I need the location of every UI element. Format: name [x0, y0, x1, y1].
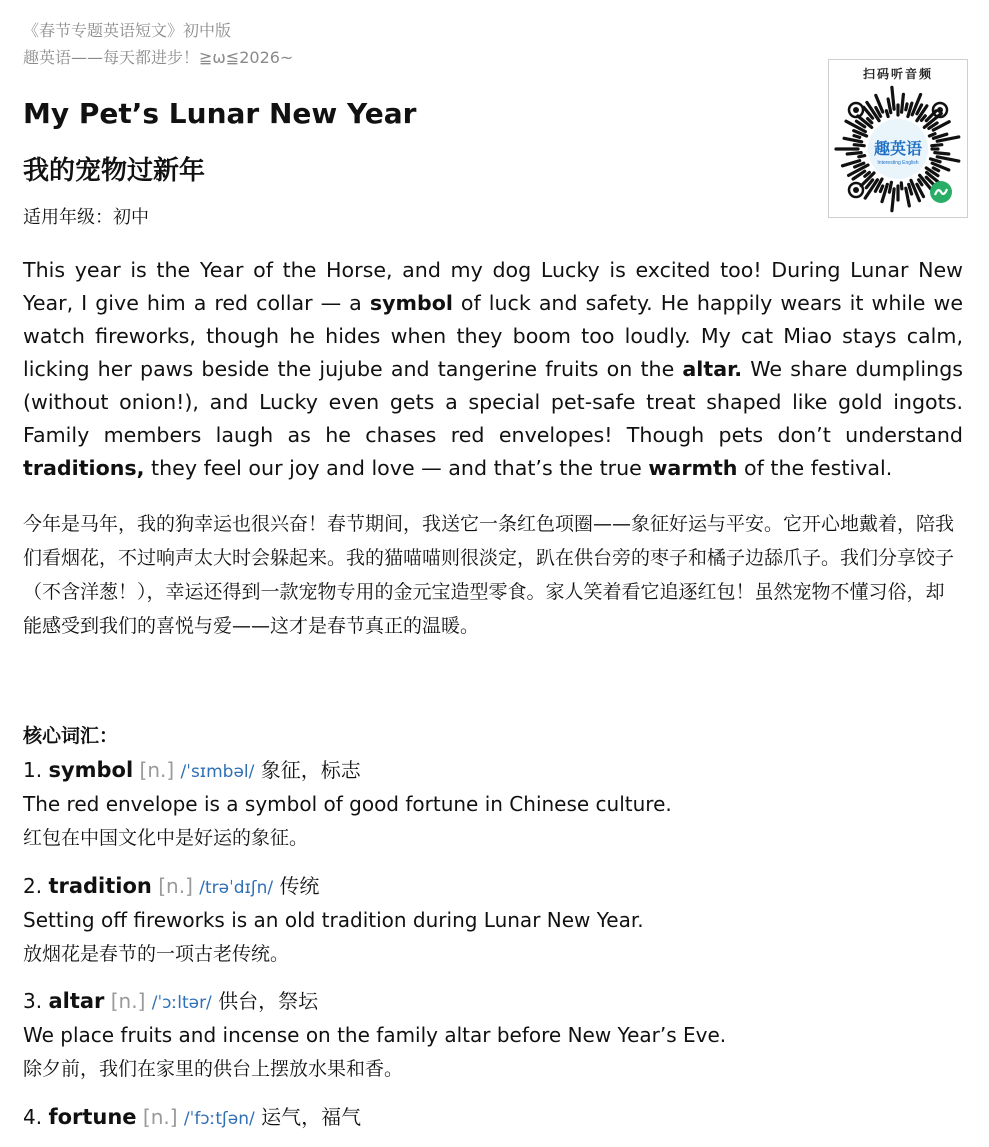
chinese-translation: 今年是马年，我的狗幸运也很兴奋！春节期间，我送它一条红色项圈——象征好运与平安。它开心地戴着，陪我们看烟花，不过响声太大时会躲起来。我的猫喵喵则很淡定，趴在供台旁的枣子和橘子边舔爪子。我们分享饺子（不含洋葱！），幸运还得到一款宠物专用的金元宝造型零食。家人笑着看它追逐红包！虽然宠物不懂习俗，却能感受到我们的喜悦与爱——这才是春节真正的温暖。: [23, 513, 955, 637]
english-passage: [23, 254, 963, 485]
qr-brand-sub: Interesting English: [877, 160, 919, 166]
vocab-phonetic: /trəˈdɪʃn/: [199, 878, 274, 898]
vocab-item: [23, 1102, 973, 1134]
qr-brand: 趣英语: [873, 141, 923, 158]
vocab-item: [23, 871, 973, 971]
vocab-number: 1.: [23, 758, 43, 782]
vocab-pos: [n.]: [142, 1105, 178, 1129]
qr-code-icon: [829, 82, 967, 218]
vocab-example-zh: 放烟花是春节的一项古老传统。: [23, 943, 290, 965]
qr-code-card[interactable]: [828, 59, 968, 218]
vocab-example-zh: 红包在中国文化中是好运的象征。: [23, 827, 309, 849]
series-title: 《春节专题英语短文》初中版: [23, 21, 232, 40]
vocab-example: Setting off fireworks is an old tradition during Lunar New Year.: [23, 908, 644, 932]
vocab-word: symbol: [48, 758, 134, 782]
passage-text: of the festival.: [737, 456, 893, 480]
vocab-meaning: 运气，福气: [261, 1105, 362, 1129]
vocab-phonetic: /ˈsɪmbəl/: [180, 762, 255, 782]
vocab-pos: [n.]: [110, 989, 146, 1013]
keyword: altar.: [682, 357, 743, 381]
vocab-phonetic: /ˈɔːltər/: [151, 993, 212, 1013]
vocab-number: 3.: [23, 989, 43, 1013]
vocab-example-zh: 除夕前，我们在家里的供台上摆放水果和香。: [23, 1058, 404, 1080]
grade-level: 适用年级：初中: [23, 207, 149, 228]
passage-text: of luck and safety. He happily wears it while we watch fireworks, though he hides when they boom too loudly. My cat Miao stays calm, licking her paws beside the jujube and tangerine fruits on the: [23, 291, 964, 381]
vocab-pos: [n.]: [158, 874, 193, 898]
slogan: 趣英语——每天都进步！≧ω≦2026~: [23, 48, 294, 67]
vocab-phonetic: /ˈfɔːtʃən/: [183, 1109, 255, 1129]
vocab-example: The red envelope is a symbol of good fortune in Chinese culture.: [23, 792, 672, 816]
vocab-number: 4.: [23, 1105, 43, 1129]
title-en: My Pet’s Lunar New Year: [23, 97, 417, 130]
vocab-pos: [n.]: [139, 758, 175, 782]
vocab-meaning: 象征，标志: [260, 758, 361, 782]
passage-text: This year is the Year of the Horse, and my dog Lucky is excited too! During Lunar New Year, I give him a red collar — a: [23, 258, 963, 315]
vocab-word: tradition: [48, 874, 152, 898]
passage-text: We share dumplings (without onion!), and Lucky even gets a special pet-safe treat shaped like gold ingots. Family members laugh as he chases red envelopes! Though pets don’t understand: [23, 357, 964, 447]
qr-caption: 扫码听音频: [862, 67, 933, 81]
passage-text: they feel our joy and love — and that’s the true: [144, 456, 649, 480]
vocab-meaning: 传统: [279, 874, 320, 898]
keyword: traditions,: [23, 456, 145, 480]
vocab-item: [23, 986, 973, 1086]
vocab-heading: 核心词汇：: [23, 725, 119, 747]
title-zh: 我的宠物过新年: [23, 156, 206, 186]
vocab-item: [23, 755, 973, 855]
vocab-meaning: 供台，祭坛: [218, 989, 319, 1013]
keyword: symbol: [369, 291, 453, 315]
vocab-example: We place fruits and incense on the family altar before New Year’s Eve.: [23, 1023, 727, 1047]
keyword: warmth: [648, 456, 738, 480]
vocab-word: fortune: [48, 1105, 137, 1129]
vocab-word: altar: [48, 989, 105, 1013]
vocab-number: 2.: [23, 874, 43, 898]
